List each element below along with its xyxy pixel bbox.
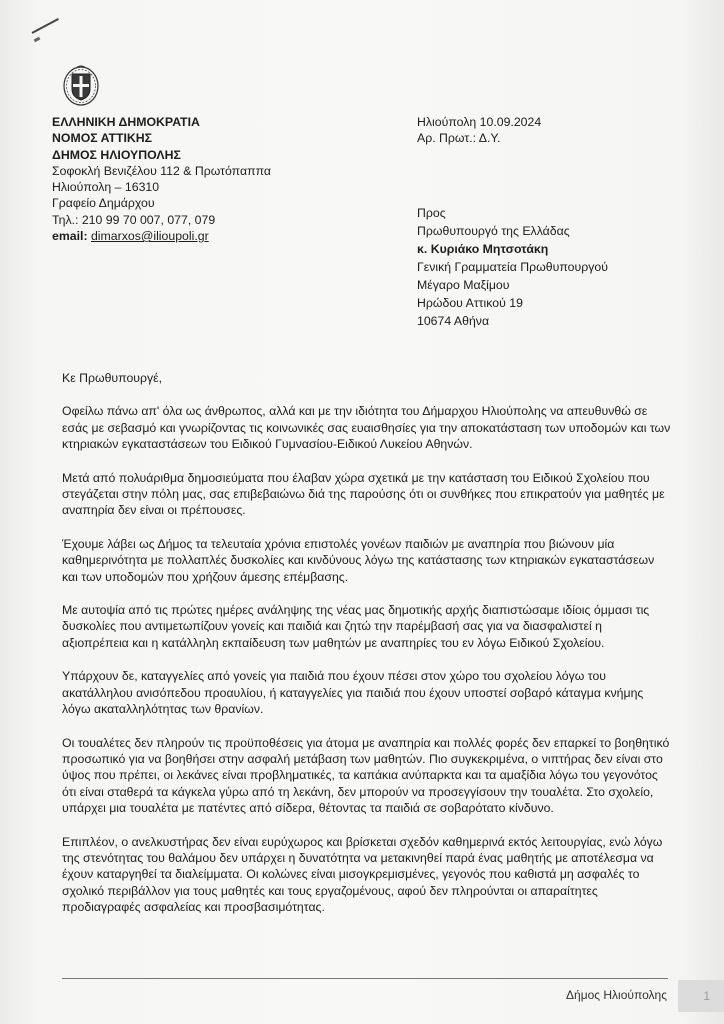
- recipient-office: Γενική Γραμματεία Πρωθυπουργού: [417, 260, 608, 274]
- letter-meta: [417, 114, 541, 147]
- email-link[interactable]: dimarxos@ilioupoli.gr: [90, 229, 209, 244]
- email-label: email:: [52, 229, 88, 244]
- recipient-building: Μέγαρο Μαξίμου: [417, 278, 510, 292]
- sender-block: [52, 114, 271, 244]
- sender-phone: Τηλ.: 210 99 70 007, 077, 079: [52, 212, 216, 227]
- paragraph: Έχουμε λάβει ως Δήμος τα τελευταία χρόνια επιστολές γονέων παιδιών με αναπηρία που βιώνουν μία καθημερινότητα με πολλαπλές δυσκολίες και κινδύνους λόγω της κατάστασης των κτηριακών εγκαταστάσεων και των υποδομών που χρήζουν άμεσης επέμβασης.: [62, 536, 655, 584]
- sender-email-line: [52, 228, 271, 244]
- sender-prefecture: ΝΟΜΟΣ ΑΤΤΙΚΗΣ: [52, 131, 153, 146]
- recipient-street: Ηρώδου Αττικού 19: [417, 296, 523, 310]
- letter-date: Ηλιούπολη 10.09.2024: [417, 115, 542, 129]
- letter-body: [62, 370, 672, 933]
- paragraph: Με αυτοψία από τις πρώτες ημέρες ανάληψης της νέας μας δημοτικής αρχής διαπιστώσαμε ιδίοις όμμασι τις δυσκολίες που αντιμετωπίζουν γονείς και παιδιά και ζητώ την παρέμβασή σας για να διασφαλιστεί η αξιοπρέπεια και η κατάλληλη εκπαίδευση των μαθητών με αναπηρίες του εν λόγω Ειδικού Σχολείου.: [62, 603, 650, 650]
- greek-coat-of-arms-icon: [62, 62, 100, 106]
- recipient-postcode-city: 10674 Αθήνα: [417, 314, 490, 328]
- protocol-number: Αρ. Πρωτ.: Δ.Υ.: [417, 131, 501, 146]
- sender-city: Ηλιούπολη – 16310: [52, 180, 160, 195]
- recipient-block: [417, 204, 608, 330]
- salutation: Κε Πρωθυπουργέ,: [62, 371, 163, 385]
- paragraph: Επιπλέον, ο ανελκυστήρας δεν είναι ευρύχωρος και βρίσκεται σχεδόν καθημερινά εκτός λειτουργίας, ενώ λόγω της στενότητας του θαλάμου δεν υπάρχει η δυνατότητα να μετακινηθεί παρά ένας μαθητής με αποτέλεσμα να έχουν καταργηθεί τα διαλείμματα. Οι κολώνες είναι μισογκρεμισμένες, γεγονός που καθιστά μη ασφαλές το σχολικό περιβάλλον για τους μαθητές και τους εργαζομένους, αφού δεν πληρούνται οι απαραίτητες προδιαγραφές ασφαλείας και προσβασιμότητας.: [62, 834, 663, 915]
- paragraph: Μετά από πολυάριθμα δημοσιεύματα που έλαβαν χώρα σχετικά με την κατάσταση του Ειδικού Σχολείου που στεγάζεται στην πόλη μας, σας επιβεβαιώνω διά της παρούσης ότι οι συνθήκες που επικρατούν για μαθητές με αναπηρία δεν είναι οι πρέπουσες.: [62, 470, 665, 518]
- pen-mark-tail: [34, 37, 41, 42]
- pen-mark: [32, 18, 59, 34]
- recipient-name: κ. Κυριάκο Μητσοτάκη: [417, 242, 549, 256]
- page-number: 1: [678, 980, 724, 1012]
- footer-divider: [62, 978, 668, 979]
- footer-municipality: Δήμος Ηλιούπολης: [566, 988, 667, 1002]
- paragraph: Οι τουαλέτες δεν πληρούν τις προϋποθέσεις για άτομα με αναπηρία και πολλές φορές δεν επαρκεί το βοηθητικό προσωπικό για να βοηθήσει στην ασφαλή μετάβαση των μαθητών. Πιο συγκεκριμένα, ο νιπτήρας δεν είναι στο ύψος που πρέπει, οι λεκάνες είναι προβληματικές, τα καπάκια ανύπαρκτα και τα αμαξίδια λόγω του γεγονότος ότι είναι σταθερά τα κάγκελα γύρω από τη λεκάνη, δεν μπορούν να προσεγγίσουν την τουαλέτα. Στο σχολείο, υπάρχει μια τουαλέτα με πατέντες από σίδερα, θέτοντας τα παιδιά σε σοβαρότατο κίνδυνο.: [62, 735, 670, 816]
- sender-republic: ΕΛΛΗΝΙΚΗ ΔΗΜΟΚΡΑΤΙΑ: [52, 115, 200, 129]
- paragraph: Οφείλω πάνω απ' όλα ως άνθρωπος, αλλά και με την ιδιότητα του Δήμαρχου Ηλιούπολης να απευθυνθώ σε εσάς με σεβασμό και γνωρίζοντας τις κοινωνικές σας ευαισθησίες για την αποκατάσταση των υποδομών και των κτηριακών εγκαταστάσεων του Ειδικού Γυμνασίου-Ειδικού Λυκείου Αθηνών.: [62, 404, 671, 452]
- paragraph: Υπάρχουν δε, καταγγελίες από γονείς για παιδιά που έχουν πέσει στον χώρο του σχολείου λόγω του ακατάλληλου ανισόπεδου προαυλίου, ή καταγγελίες για παιδιά που έχουν υποστεί σοβαρό κάταγμα κνήμης λόγω ακαταλληλότητας των θρανίων.: [62, 669, 644, 717]
- recipient-title: Πρωθυπουργό της Ελλάδας: [417, 224, 570, 238]
- sender-municipality: ΔΗΜΟΣ ΗΛΙΟΥΠΟΛΗΣ: [52, 147, 181, 162]
- recipient-to: Προς: [417, 206, 446, 220]
- sender-office: Γραφείο Δημάρχου: [52, 196, 155, 211]
- sender-address: Σοφοκλή Βενιζέλου 112 & Πρωτόπαππα: [52, 163, 272, 178]
